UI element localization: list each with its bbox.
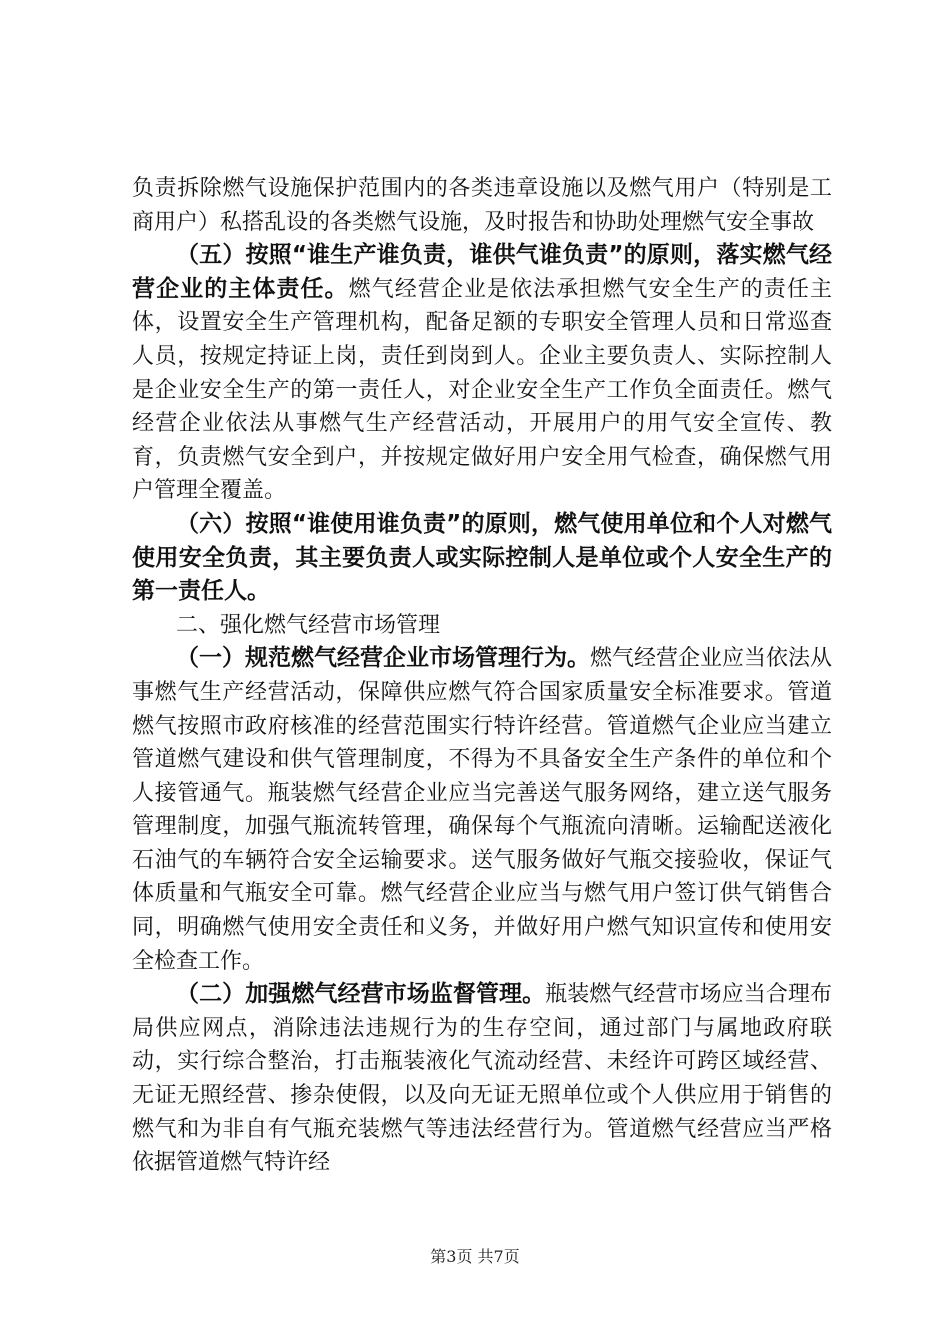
paragraph-subsection-2 (132, 978, 832, 1180)
paragraph-continuation (132, 172, 832, 239)
paragraph-section-5 (132, 239, 832, 508)
paragraph-subsection-1 (132, 642, 832, 978)
paragraph-bold-lead: （二）加强燃气经营市场监督管理。 (176, 981, 546, 1008)
paragraph-text: 燃气经营企业是依法承担燃气安全生产的责任主体，设置安全生产管理机构，配备足额的专职安全管理人员和日常巡查人员，按规定持证上岗，责任到岗到人。企业主要负责人、实际控制人是企业安全生产的第一责任人，对企业安全生产工作负全面责任。燃气经营企业依法从事燃气生产经营活动，开展用户的用气安全宣传、教育，负责燃气安全到户，并按规定做好用户安全用气检查，确保燃气用户管理全覆盖。 (132, 276, 832, 504)
paragraph-section-6 (132, 508, 832, 609)
paragraph-bold-lead: （五）按照“谁生产谁负责，谁供气谁负责”的原则，落实燃气经营企业的主体责任。 (132, 242, 832, 302)
page-number-label: 第3页 共7页 (430, 1247, 520, 1266)
document-body (132, 172, 832, 1180)
section-heading-text: 二、强化燃气经营市场管理 (176, 612, 441, 638)
page-footer (0, 1244, 950, 1267)
section-heading (132, 609, 832, 643)
paragraph-bold-lead: （一）规范燃气经营企业市场管理行为。 (176, 645, 590, 672)
paragraph-text: 燃气经营企业应当依法从事燃气生产经营活动，保障供应燃气符合国家质量安全标准要求。管道燃气按照市政府核准的经营范围实行特许经营。管道燃气企业应当建立管道燃气建设和供气管理制度，不得为不具备安全生产条件的单位和个人接管通气。瓶装燃气经营企业应当完善送气服务网络，建立送气服务管理制度，加强气瓶流转管理，确保每个气瓶流向清晰。运输配送液化石油气的车辆符合安全运输要求。送气服务做好气瓶交接验收，保证气体质量和气瓶安全可靠。燃气经营企业应当与燃气用户签订供气销售合同，明确燃气使用安全责任和义务，并做好用户燃气知识宣传和使用安全检查工作。 (132, 646, 833, 974)
paragraph-text: 瓶装燃气经营市场应当合理布局供应网点，消除违法违规行为的生存空间，通过部门与属地政府联动，实行综合整治，打击瓶装液化气流动经营、未经许可跨区域经营、无证无照经营、掺杂使假，以及向无证无照单位或个人供应用于销售的燃气和为非自有气瓶充装燃气等违法经营行为。管道燃气经营应当严格依据管道燃气特许经 (132, 982, 832, 1176)
paragraph-bold-lead: （六）按照“谁使用谁负责”的原则，燃气使用单位和个人对燃气使用安全负责，其主要负责人或实际控制人是单位或个人安全生产的第一责任人。 (132, 510, 832, 605)
paragraph-text: 负责拆除燃气设施保护范围内的各类违章设施以及燃气用户（特别是工商用户）私搭乱设的各类燃气设施，及时报告和协助处理燃气安全事故 (132, 176, 832, 235)
